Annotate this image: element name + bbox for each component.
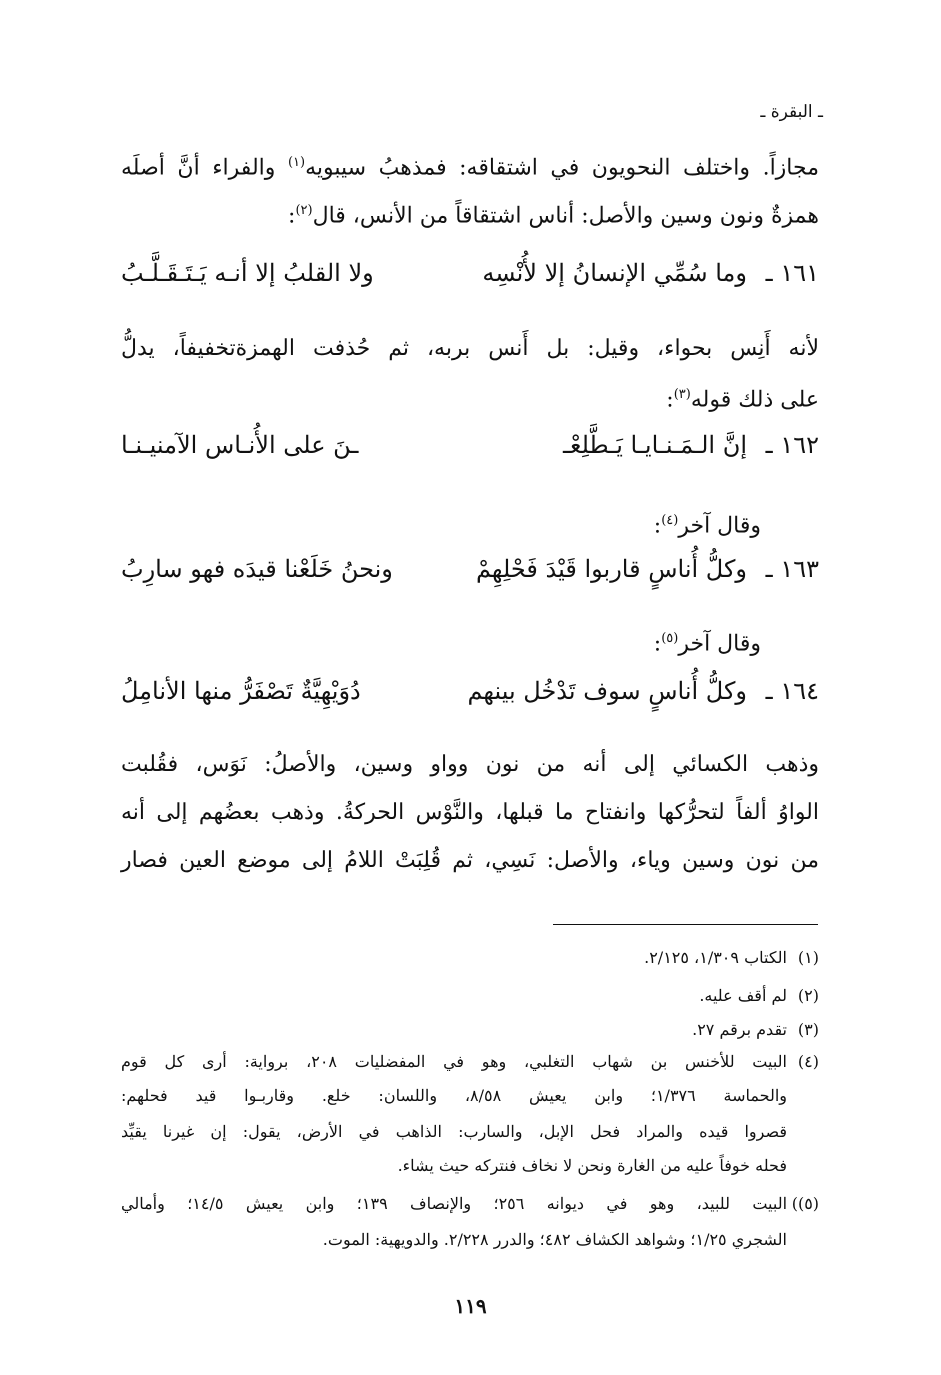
footnote-number: (٣) [797,1020,819,1039]
footnote-5-line: الشجري ١/٢٥؛ وشواهد الكشاف ٤٨٢؛ والدرر ٢/٢٢٨. والدويهية: الموت. [322,1230,787,1249]
footnote-number: (٤) [797,1052,819,1071]
footnote-number: (٢) [797,986,819,1005]
text-segment: مجازاً. واختلف النحويون في اشتقاقه: فمذهبُ سيبويه [305,155,819,181]
verse-first-hemistich: وما سُمِّي الإنسانُ إلا لأُنْسِه [482,259,747,287]
text-segment: وذهب الكسائي إلى أنه من نون وواو وسين، والأصلُ: نَوَس، فقُلبت [121,752,819,777]
footnote-text: تقدم برقم ٢٧. [692,1020,787,1039]
verse-164 [121,674,819,708]
verse-first-hemistich: وكلُّ أُناسٍ قاربوا قَيْدَ فَحْلِهِمْ [475,555,747,583]
footnote-text: البيت للبيد، وهو في ديوانه ٢٥٦؛ والإنصاف ١٣٩؛ وابن يعيش ١٤/٥؛ وأمالي [121,1194,788,1213]
footnote-4-line: قصروا قيده والمراد فحل الإبل، والسارب: الذاهب في الأرض، يقول: إن غيرنا يقيِّد [121,1122,787,1141]
footnote-number: (٥)) [791,1194,820,1213]
verse-number: ١٦٣ ـ [765,555,819,583]
footnote-4-line: فحله خوفاً عليه من الغارة ونحن لا نخاف فنتركه حيث يشاء. [397,1156,787,1175]
footnote-2 [121,984,819,1008]
footnote-4 [121,1050,819,1074]
footnote-text: لم أقف عليه. [699,986,787,1005]
footnote-ref: (٣) [673,387,691,402]
page-number: ١١٩ [454,1294,487,1318]
verse-second-hemistich: دُوَيْهِيَّةٌ تَصْفَرُّ منها الأنامِلُ [121,677,361,705]
verse-first-hemistich: إنَّ الـمَـنـايـا يَـطَّلِعْـ [562,431,747,459]
text-segment: وقال آخر [678,513,761,539]
verse-second-hemistich: ونحنُ خَلَعْنا قيدَه فهو سارِبُ [121,555,393,583]
verse-163 [121,552,819,586]
body-line [121,798,819,828]
text-segment: : [653,631,662,657]
verse-first-hemistich: وكلُّ أُناسٍ سوف تَدْخُل بينهم [467,677,747,705]
footnote-ref: (٢) [295,203,313,218]
text-segment: : [653,513,662,539]
text-segment: : [288,203,296,229]
verse-161 [121,256,819,290]
footnote-text: الكتاب ١/٣٠٩، ٢/١٢٥. [644,948,787,967]
footnote-4-line: والحماسة ١/٣٧٦؛ وابن يعيش ٨/٥٨، واللسان: خلع. وقاربـوا قيد فحلهم: [121,1086,788,1105]
footnote-5 [121,1192,819,1216]
footnote-ref: (١) [287,155,306,170]
text-segment: لأنه أَنِس بحواء، وقيل: بل أَنس بربه، ثم حُذفت الهمزةتخفيفاً، يدلُّ [121,336,819,361]
text-segment: الواوُ ألفاً لتحرُّكها وانفتاح ما قبلها، والنَّوْس الحركةُ. وذهب بعضُهم إلى أنه [121,800,819,825]
verse-second-hemistich: ـنَ على الأُنـاس الآمنيـنـا [121,431,359,459]
body-line [121,750,819,780]
body-line [121,334,819,364]
text-segment: على ذلك قوله [690,387,819,413]
text-segment: : [666,387,674,413]
text-segment: من نون وسين وياء، والأصل: نَسِي، ثم قُلِبَتْ اللامُ إلى موضع العين فصار [121,848,819,873]
footnote-separator [553,924,818,925]
footnote-ref: (٤) [661,513,679,528]
body-line [121,846,819,876]
footnote-ref: (٥) [661,631,679,646]
footnote-1 [121,946,819,970]
footnote-text: البيت للأخنس بن شهاب التغلبي، وهو في المفضليات ٢٠٨، برواية: أرى كل قوم [121,1052,787,1071]
verse-second-hemistich: ولا القلبُ إلا أنـه يَـتَـقَـلَّـبُ [121,259,374,287]
verse-162 [121,428,819,462]
body-line [121,196,819,231]
text-segment: والفراء أنَّ أصلَه [121,155,276,181]
verse-number: ١٦٤ ـ [765,677,819,705]
verse-number: ١٦١ ـ [765,259,819,287]
verse-intro [121,506,761,541]
body-line [121,148,819,183]
verse-intro [121,624,761,659]
text-segment: همزةٌ ونون وسين والأصل: أناس اشتقاقاً من الأنس، قال [312,203,819,229]
footnote-3 [121,1018,819,1042]
footnote-number: (١) [797,948,819,967]
body-line [121,380,819,415]
text-segment: وقال آخر [678,631,761,657]
verse-number: ١٦٢ ـ [765,431,819,459]
running-header: ـ البقرة ـ [760,102,823,122]
